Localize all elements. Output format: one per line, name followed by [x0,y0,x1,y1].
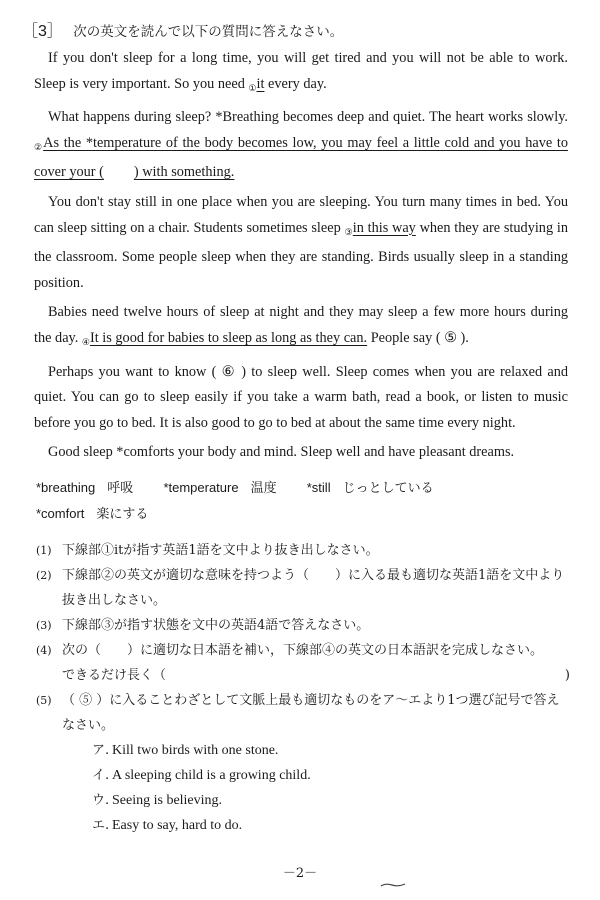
p3-text-a: You don't stay still in one place when you are sleeping. You turn many times in bed. You can sleep sitting on a chair. Students sometimes sleep [34,193,568,236]
underline-3: in this way [352,219,416,236]
answer-choices [62,738,570,838]
reading-passage [34,46,568,470]
choice-text: Kill two birds with one stone. [112,743,279,758]
answer-prompt: できるだけ長く（ [62,668,167,683]
p1-text-a: If you don't sleep for a long time, you will get tired and you will not be able to work. Sleep is very important. So you need [34,50,568,92]
passage-paragraph-3 [34,190,568,296]
passage-paragraph-2 [34,105,568,186]
glossary [36,475,576,527]
p1-text-b: every day. [264,75,327,92]
choice-a [92,738,570,763]
choice-e [92,813,570,838]
glossary-term: *temperature [163,480,239,495]
glossary-item [163,475,276,501]
glossary-term: *breathing [36,480,96,495]
glossary-item [36,475,133,501]
question-text: 下線部③が指す状態を文中の英語4語で答えなさい。 [62,618,370,633]
glossary-meaning: 温度 [250,481,277,496]
answer-line [62,663,570,688]
passage-paragraph-4 [34,300,568,355]
p2-text-a: What happens during sleep? *Breathing becomes deep and quiet. The heart works slowly. [48,109,568,126]
marker-1: ① [248,82,257,93]
section-number: ［3］ [22,23,63,40]
choice-u [92,788,570,813]
choice-text: Easy to say, hard to do. [112,818,243,833]
underline-4: It is good for babies to sleep as long as they can. [89,329,368,346]
p4-text-a: Babies need twelve hours of sleep at night and they may sleep a few more hours during the day. [34,304,568,346]
question-number: (1) [36,544,52,557]
underline-2-text-a: As the *temperature of the body becomes low, you may feel a little cold and you have to cover your ( [34,134,568,181]
marker-3: ③ [344,226,353,237]
glossary-row [36,475,576,501]
choice-label: ア. [92,743,110,758]
glossary-meaning: 呼吸 [107,481,134,496]
passage-paragraph-5: Perhaps you want to know ( ⑥ ) to sleep well. Sleep comes when you are relaxed and quiet. You can go to sleep easily if you take a warm bath, read a book, or listen to music before you go to bed. It is also good to go to bed at about the same time every night. [34,363,568,431]
question-1 [36,538,570,563]
p3-text-b: when they are studying in the classroom. Some people sleep when they are standing. Birds usually sleep in a standing position. [34,219,568,291]
question-text: 下線部②の英文が適切な意味を持つよう（ ）に入る最も適切な英語1語を文中より [62,568,565,583]
section-header [22,18,343,41]
page-number: －2－ [282,866,318,881]
question-text: （ ⑤ ）に入ることわざとして文脈上最も適切なものをア～エより1つ選び記号で答え [62,693,560,708]
choice-text: Seeing is believing. [112,793,223,808]
glossary-item [36,501,148,527]
question-text-continued: 抜き出しなさい。 [62,593,167,608]
glossary-item [307,475,434,501]
question-text: 下線部①itが指す英語1語を文中より抜き出しなさい。 [62,543,379,558]
question-5 [36,688,570,838]
question-number: (2) [36,569,52,582]
choice-text: A sleeping child is a growing child. [112,768,311,783]
choice-label: ウ. [92,793,110,808]
choice-label: エ. [92,818,110,833]
glossary-meaning: じっとしている [342,481,434,496]
underline-2-text-b: ) with something. [133,164,235,181]
marker-4: ④ [81,336,90,347]
question-text: 次の（ ）に適切な日本語を補い，下線部④の英文の日本語訳を完成しなさい。 [62,643,544,658]
choice-label: イ. [92,768,110,783]
glossary-term: *still [306,480,331,495]
p4-text-b: People say ( ⑤ ). [367,329,469,346]
underline-1: it [256,75,265,92]
glossary-row [36,501,576,527]
question-number: (4) [36,644,52,657]
choice-i [92,763,570,788]
underline-2 [34,135,568,181]
glossary-term: *comfort [36,506,85,521]
marker-2: ② [34,141,44,152]
answer-close-paren: ) [564,668,570,683]
question-text-continued: なさい。 [62,718,115,733]
question-3 [36,613,570,638]
glossary-meaning: 楽にする [96,507,149,522]
question-number: (5) [36,694,52,707]
question-4 [36,638,570,688]
passage-paragraph-1 [34,46,568,101]
section-instruction: 次の英文を読んで以下の質問に答えなさい。 [73,24,344,40]
scan-smudge [380,882,406,888]
question-2 [36,563,570,613]
question-list [36,538,570,838]
question-number: (3) [36,619,52,632]
passage-paragraph-6: Good sleep *comforts your body and mind. Sleep well and have pleasant dreams. [48,444,515,461]
